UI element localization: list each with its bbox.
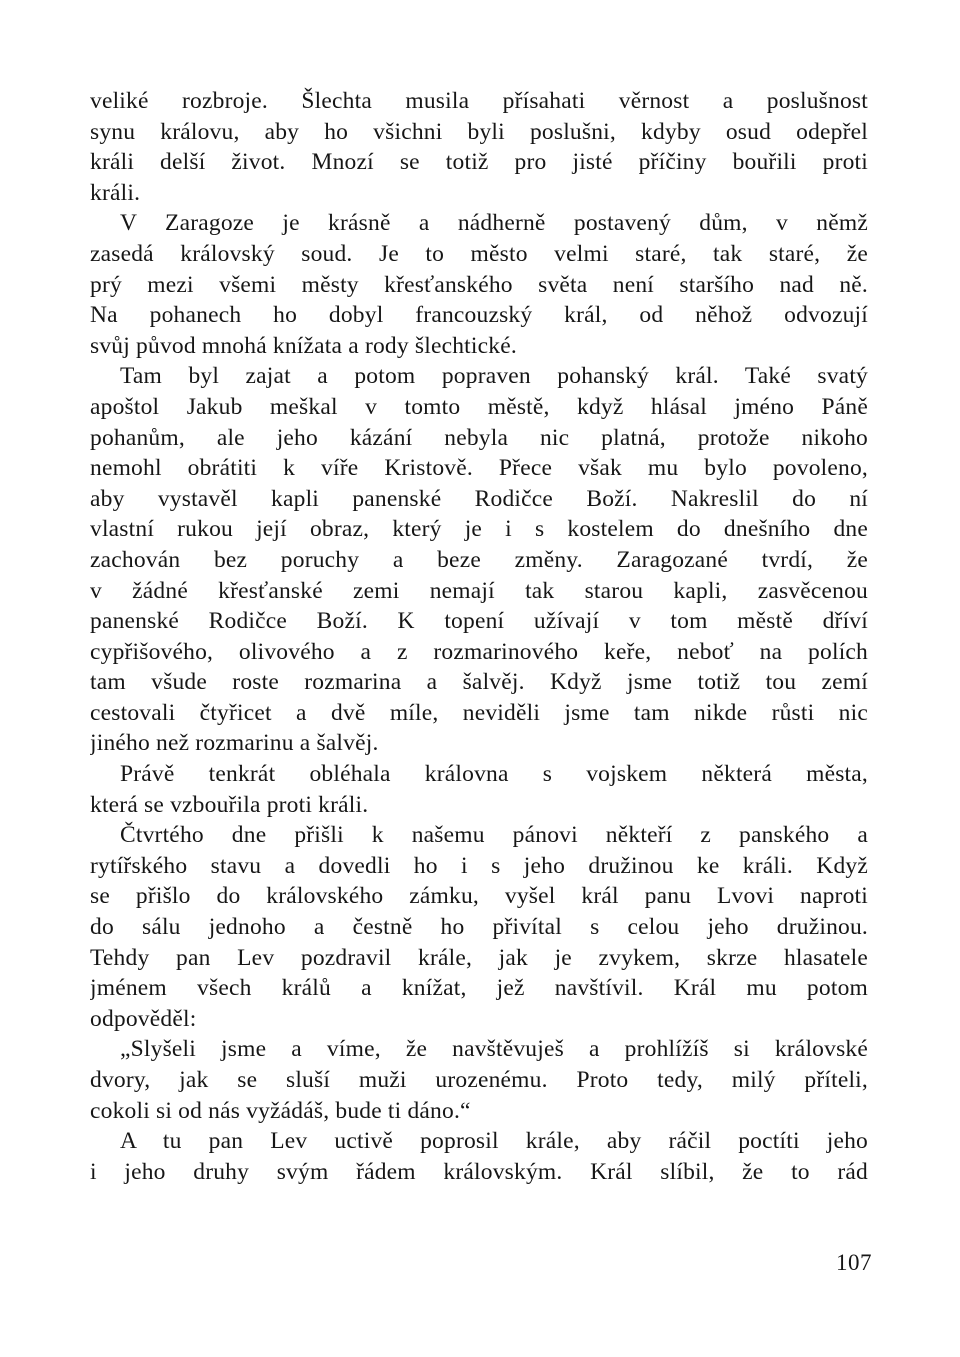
text-line: Tam byl zajat a potom popraven pohanský král. Také svatý (120, 363, 868, 390)
text-line: aby vystavěl kapli panenské Rodičce Boží. Nakreslil do ní (90, 485, 868, 512)
text-line: Na pohanech ho dobyl francouzský král, od něhož odvozují (90, 302, 868, 329)
text-line: svůj původ mnohá knížata a rody šlechtické. (90, 332, 517, 359)
text-line: panenské Rodičce Boží. K topení užívají v tom městě dříví (90, 608, 868, 635)
text-line: jiného než rozmarinu a šalvěj. (90, 730, 379, 757)
page-number: 107 (836, 1250, 872, 1275)
text-line: vlastní rukou její obraz, který je i s kostelem do dnešního dne (90, 516, 868, 543)
text-line: Čtvrtého dne přišli k našemu pánovi někteří z panského a (120, 822, 868, 849)
text-line: cypřišového, olivového a z rozmarinového keře, neboť na polích (90, 638, 868, 665)
text-line: odpověděl: (90, 1005, 197, 1032)
text-line: dvory, jak se sluší muži urozenému. Proto tedy, milý příteli, (90, 1067, 868, 1093)
text-line: jménem všech králů a knížat, jež navštívil. Král mu potom (90, 975, 868, 1002)
text-line: nemohl obrátiti k víře Kristově. Přece však mu bylo povoleno, (90, 455, 868, 482)
text-line: cestovali čtyřicet a dvě míle, neviděli jsme tam nikde růsti nic (90, 699, 868, 726)
text-line: tam všude roste rozmarina a šalvěj. Když jsme totiž tou zemí (90, 669, 868, 696)
text-line: V Zaragoze je krásně a nádherně postavený dům, v němž (120, 210, 868, 237)
text-line: prý mezi všemi městy křesťanského světa není staršího nad ně. (90, 271, 868, 298)
text-line: cokoli si od nás vyžádáš, bude ti dáno.“ (90, 1097, 471, 1124)
text-line: „Slyšeli jsme a víme, že navštěvuješ a prohlížíš si královské (120, 1036, 868, 1063)
text-line: v žádné křesťanské zemi nemají tak starou kapli, zasvěcenou (90, 577, 868, 604)
text-line: zasedá královský soud. Je to město velmi staré, tak staré, že (90, 240, 868, 267)
text-line: A tu pan Lev uctivě poprosil krále, aby ráčil poctíti jeho (120, 1128, 868, 1155)
text-line: králi delší život. Mnozí se totiž pro jisté příčiny bouřili proti (90, 149, 868, 176)
text-line: rytířského stavu a dovedli ho i s jeho družinou ke králi. Když (90, 852, 868, 879)
text-line: do sálu jednoho a čestně ho přivítal s celou jeho družinou. (90, 914, 868, 941)
text-line: se přišlo do královského zámku, vyšel král panu Lvovi naproti (90, 883, 868, 910)
body-text (90, 86, 868, 1187)
text-line: apoštol Jakub meškal v tomto městě, když hlásal jméno Páně (90, 393, 868, 420)
text-line: synu královu, aby ho všichni byli poslušni, kdyby osud odepřel (90, 118, 868, 145)
text-line: zachován bez poruchy a beze změny. Zaragozané tvrdí, že (90, 546, 868, 573)
text-line: která se vzbouřila proti králi. (90, 791, 369, 818)
text-line: veliké rozbroje. Šlechta musila přísahati věrnost a poslušnost (90, 88, 868, 114)
text-line: i jeho druhy svým řádem královským. Král slíbil, že to rád (90, 1158, 868, 1185)
text-line: Tehdy pan Lev pozdravil krále, jak je zvykem, skrze hlasatele (90, 944, 868, 971)
text-line: pohanům, ale jeho kázání nebyla nic platná, protože nikoho (90, 424, 868, 451)
text-line: Právě tenkrát obléhala královna s vojskem některá města, (120, 761, 868, 788)
text-line: králi. (90, 179, 141, 206)
